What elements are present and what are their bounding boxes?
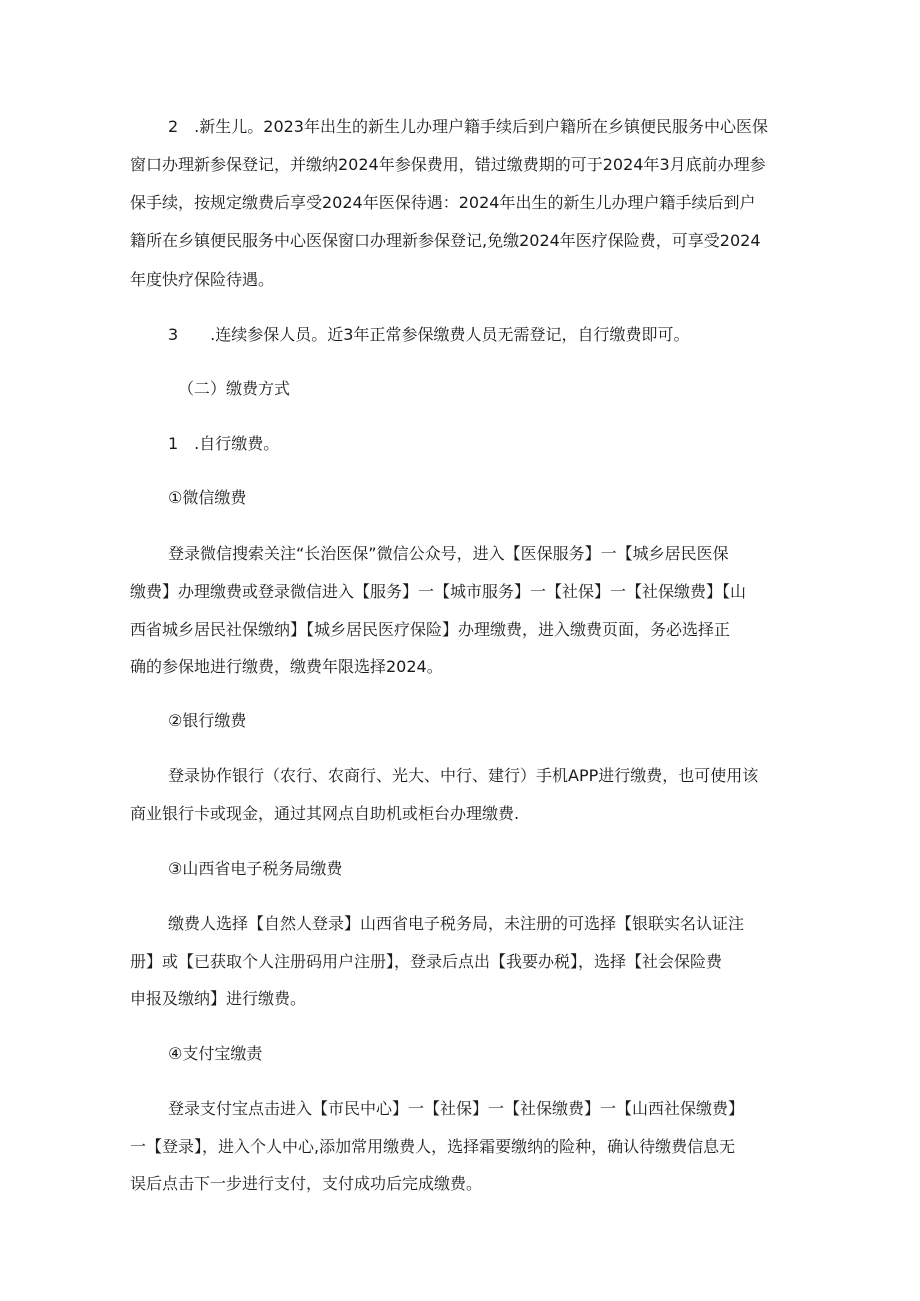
- subheading-wechat-payment: ①微信缴费: [168, 488, 247, 507]
- paragraph-line: 西省城乡居民社保缴纳】【城乡居民医疗保险】办理缴费，进入缴费页面，务必选择正: [130, 620, 731, 639]
- paragraph-line: 窗口办理新参保登记，并缴纳2024年参保费用，错过缴费期的可于2024年3月底前办理参: [130, 155, 766, 174]
- paragraph-line: 缴费人选择【自然人登录】山西省电子税务局，未注册的可选择【银联实名认证注: [168, 914, 745, 933]
- paragraph-line: 申报及缴纳】进行缴费。: [130, 989, 307, 1008]
- subheading-tax-bureau-payment: ③山西省电子税务局缴费: [168, 859, 343, 878]
- paragraph-line: 确的参保地进行缴费，缴费年限选择2024。: [130, 657, 443, 676]
- paragraph-line: 籍所在乡镇便民服务中心医保窗口办理新参保登记,免缴2024年医疗保险费，可享受2024: [130, 231, 761, 250]
- paragraph-line: 2 .新生儿。2023年出生的新生儿办理户籍手续后到户籍所在乡镇便民服务中心医保: [168, 117, 768, 136]
- paragraph-line: 年度快疗保险待遇。: [130, 270, 275, 289]
- subheading-alipay-payment: ④支付宝缴责: [168, 1044, 263, 1063]
- paragraph-continuous-insured: 3 .连续参保人员。近3年正常参保缴费人员无需登记，自行缴费即可。: [168, 325, 690, 344]
- paragraph-line: 缴费】办理缴费或登录微信进入【服务】一【城市服务】一【社保】一【社保缴费】【山: [130, 582, 747, 601]
- subheading-bank-payment: ②银行缴费: [168, 711, 247, 730]
- paragraph-line: 册】或【已获取个人注册码用户注册】，登录后点出【我要办税】，选择【社会保险费: [130, 952, 723, 971]
- paragraph-line: 保手续，按规定缴费后享受2024年医保待遇：2024年出生的新生儿办理户籍手续后到户: [130, 193, 756, 212]
- list-item-self-payment: 1 .自行缴费。: [168, 434, 280, 453]
- paragraph-line: 登录协作银行（农行、农商行、光大、中行、建行）手机APP进行缴费，也可使用该: [168, 766, 759, 785]
- paragraph-line: 登录支付宝点击进入【市民中心】一【社保】一【社保缴费】一【山西社保缴费】: [168, 1099, 745, 1118]
- paragraph-line: 登录微信搜索关注“长治医保”微信公众号，进入【医保服务】一【城乡居民医保: [168, 544, 729, 563]
- section-heading-payment-methods: （二）缴费方式: [178, 379, 291, 398]
- paragraph-line: 商业银行卡或现金，通过其网点自助机或柜台办理缴费.: [130, 804, 520, 823]
- paragraph-line: 一【登录】，进入个人中心,添加常用缴费人，选择霜要缴纳的险种，确认待缴费信息无: [130, 1137, 736, 1156]
- paragraph-line: 误后点击下一步进行支付，支付成功后完成缴费。: [130, 1174, 483, 1193]
